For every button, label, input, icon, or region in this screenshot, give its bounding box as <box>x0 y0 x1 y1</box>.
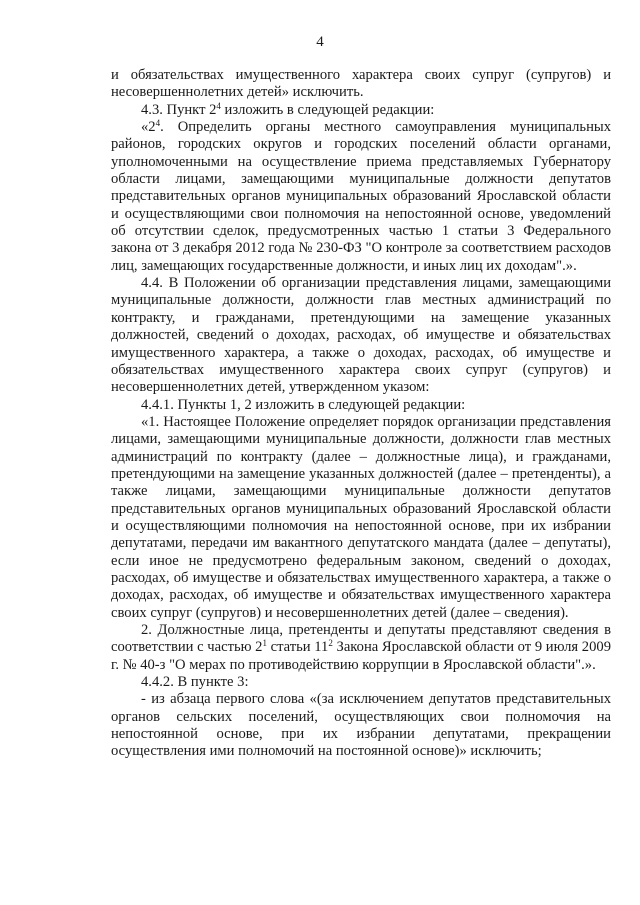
document-body <box>111 67 611 761</box>
paragraph-p1 <box>111 67 611 102</box>
paragraph-text: - из абзаца первого слова «(за исключением депутатов представительных органов сельских поселений, осуществляющих свои полномочия на непостоянной основе, при их избрании депутатами, прекращении осуществления ими полномочий на постоянной основе)» исключить; <box>111 691 611 760</box>
paragraph-p5 <box>111 397 611 414</box>
superscript: 1 <box>262 638 267 649</box>
paragraph-p4 <box>111 275 611 396</box>
superscript: 4 <box>216 100 221 111</box>
superscript: 2 <box>328 638 333 649</box>
paragraph-text: «2 <box>141 119 156 136</box>
paragraph-text: 2. Должностные лица, претенденты и депутаты представляют сведения в соответствии с частью 2 <box>111 622 611 656</box>
paragraph-text: «1. Настоящее Положение определяет порядок организации представления лицами, замещающими муниципальные должности, должности глав местных администраций по контракту (далее – должностные лица), и гражданами, претендующими на замещение указанных должностей (далее – претенденты), а также лицами, замещающими муниципальные должности депутатов представительных органов муниципальных образований Ярославской области и осуществляющими полномочия на непостоянной основе, при их избрании депутатами, передачи им вакантного депутатского мандата (далее – депутаты), если иное не предусмотрено федеральным законом, сведений о доходах, расходах, об имуществе и обязательствах имущественного характера, а также о доходах, расходах, об имуществе и обязательствах имущественного характера своих супруг (супругов) и несовершеннолетних детей (далее – сведения). <box>111 413 611 621</box>
paragraph-p9 <box>111 691 611 760</box>
paragraph-text: 4.4.1. Пункты 1, 2 изложить в следующей редакции: <box>141 396 466 413</box>
paragraph-text: 4.4. В Положении об организации представления лицами, замещающими муниципальные должности, должности глав местных администраций по контракту, и гражданами, претендующими на замещение указанных должностей, сведений о доходах, расходах, об имуществе и обязательствах имущественного характера, а также о доходах, расходах, об имуществе и обязательствах имущественного характера своих супруг (супругов) и несовершеннолетних детей, утвержденном указом: <box>111 275 611 396</box>
paragraph-text: и обязательствах имущественного характера своих супруг (супругов) и несовершеннолетних детей» исключить. <box>111 67 611 101</box>
paragraph-p3 <box>111 119 611 275</box>
paragraph-text: . Определить органы местного самоуправления муниципальных районов, городских округов и городских поселений области органами, уполномоченными на осуществление приема представляемых Губернатору области лицами, замещающими муниципальные должности депутатов представительных органов муниципальных образований Ярославской области и осуществляющими свои полномочия на непостоянной основе, уведомлений об отсутствии сделок, предусмотренных частью 1 статьи 3 Федерального закона от 3 декабря 2012 года № 230-ФЗ "О контроле за соответствием расходов лиц, замещающих государственные должности, и иных лиц их доходам".». <box>111 119 611 274</box>
paragraph-text: 4.3. Пункт 2 <box>141 101 217 118</box>
paragraph-p2 <box>111 102 611 119</box>
paragraph-p7 <box>111 622 611 674</box>
paragraph-text: изложить в следующей редакции: <box>220 101 435 118</box>
superscript: 4 <box>155 118 161 129</box>
page-number: 4 <box>316 34 324 50</box>
paragraph-text: статьи 11 <box>266 639 329 656</box>
paragraph-text: 4.4.2. В пункте 3: <box>141 674 249 691</box>
paragraph-text: Закона Ярославской области от 9 июля 2009 г. № 40-з "О мерах по противодействию коррупции в Ярославской области".». <box>111 639 611 673</box>
paragraph-p6 <box>111 414 611 622</box>
paragraph-p8 <box>111 674 611 691</box>
